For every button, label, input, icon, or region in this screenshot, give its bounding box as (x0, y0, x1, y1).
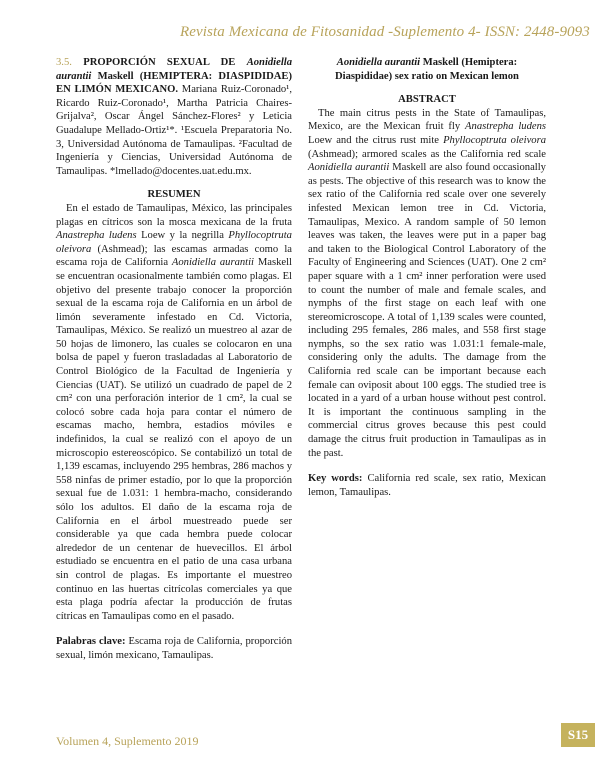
left-column (56, 56, 292, 663)
palabras-clave (56, 635, 292, 662)
title-species: Aonidiella aurantii (56, 57, 293, 82)
english-title (308, 56, 546, 83)
abstract-text-3: (Ashmead); armored scales as the California red scale (308, 148, 546, 160)
abstract-heading: ABSTRACT (398, 94, 456, 106)
resumen-species-2: Phyllocoptruta oleivora (56, 230, 292, 255)
palabras-clave-text: Escama roja de California, proporción sexual, limón mexicano, Tamaulipas. (56, 636, 292, 661)
palabras-clave-label: Palabras clave: (56, 636, 126, 648)
resumen-text-3: (Ashmead); las escamas armadas como la escama roja de California (56, 243, 292, 269)
authors: Mariana Ruiz-Coronado¹, Ricardo Ruiz-Coronado¹, Martha Patricia Chaires-Grijalva², Oscar Ángel Sánchez-Flores² y Leticia Guadalupe Mellado-Ortiz¹*. ¹Escuela Preparatoria No. 3, Universidad Autónoma de Tamaulipas. ²Facultad de Ingeniería y Ciencias, Universidad Autónoma de Tamaulipas. (56, 84, 292, 177)
key-words-text: California red scale, sex ratio, Mexican lemon, Tamaulipas. (308, 473, 546, 498)
key-words (308, 472, 546, 499)
resumen-species-1: Anastrepha ludens (56, 230, 137, 242)
corresponding-email[interactable]: *lmellado@docentes.uat.edu.mx. (110, 165, 252, 177)
abstract-species-1: Anastrepha ludens (465, 121, 547, 133)
title-part-a: PROPORCIÓN SEXUAL DE (83, 57, 236, 68)
section-number: 3.5. (56, 57, 72, 68)
abstract-species-2: Phyllocoptruta oleivora (443, 134, 546, 146)
resumen-heading: RESUMEN (147, 189, 201, 201)
page-number-badge: S15 (561, 723, 595, 747)
abstract-body (308, 107, 546, 460)
english-title-rest: Maskell (Hemiptera: Diaspididae) sex ratio on Mexican lemon (335, 57, 519, 82)
resumen-text-1: En el estado de Tamaulipas, México, las principales plagas en cítricos son la mosca mexicana de la fruta (56, 202, 292, 228)
article-title-block (56, 56, 292, 178)
journal-header: Revista Mexicana de Fitosanidad -Suplemento 4- ISSN: 2448-9093 (180, 24, 590, 40)
resumen-species-3: Aonidiella aurantii (171, 257, 255, 269)
key-words-label: Key words: (308, 473, 363, 485)
abstract-species-3: Aonidiella aurantii (308, 162, 390, 174)
title-part-b: Maskell (HEMIPTERA: DIASPIDIDAE) EN LIMÓN MEXICANO. (56, 70, 292, 96)
resumen-body (56, 202, 292, 623)
abstract-text-1: The main citrus pests in the State of Tamaulipas, Mexico, are the Mexican fruit fly (308, 107, 546, 133)
abstract-text-2: Loew and the citrus rust mite (308, 134, 439, 146)
right-column (308, 56, 546, 499)
abstract-text-4: Maskell are also found occasionally as pests. The objective of this research was to know the sex ratio of the California red scale over one severely infested Mexican lemon tree in Cd. Victoria, Tamaulipas, Mexico. A random sample of 50 lemon leaves was taken, the leaves were put in a paper bag and taken to the Biological Control Laboratory of the Faculty of Engineering and Sciences (UAT). One 2 cm² paper square with a 1 cm² inner perforation were used to count the number of male and female scales, and nymphs of the first stage on each leaf with one stereomicroscope. A total of 1,139 scales were counted, including 295 females, 286 males, and 558 first stage nymphs, so the sex ratio was 1.031:1 female-male, considering only the adults. The damage from the California red scale can be important because each female can oviposit about 100 eggs. The studied tree is located in a yard of a urban house without pest control. It is important the continuous sampling in the commercial citrus groves because this pest could damage the citrus fruit production in Tamaulipas as in the past. (308, 162, 546, 459)
english-title-species: Aonidiella aurantii (336, 57, 421, 68)
resumen-text-4: Maskell se encuentran ocasionalmente también como plagas. El objetivo del presente trabajo conocer la proporción sexual de la escama roja de California en un árbol de limón severamente infestado en Cd. Victoria, Tamaulipas, México. Se realizó un muestreo al azar de 50 hojas de limonero, las cuales se colocaron en una bolsa de papel y fueron trasladadas al Laboratorio de Control Biológico de la Facultad de Ingeniería y Ciencias (UAT). Se utilizó un cuadrado de papel de 2 cm² con una perforación interior de 1 cm², la cual se colocó sobre cada hoja para contar el número de escamas macho, hembra, estadios móviles e indefinidos, la cual se realizó con el apoyo de un microscopio estereoscópico. Se contabilizó un total de 1,139 escamas, incluyendo 295 hembras, 286 machos y 558 ninfas de primer estadío, por lo que la proporción sexual fue de 1.031: 1 hembra-macho, considerando sólo los adultos. El daño de la escama roja de California en el árbol muestreado puede ser considerable ya que cada hembra puede colocar alrededor de un centenar de huevecillos. El árbol estudiado se encuentra en el patio de una casa urbana sin control de plagas. Es importante el muestreo continuo en las huertas citrícolas comerciales ya que esta plaga podría afectar la producción de frutas cítricas en Tamaulipas como en el pasado. (56, 257, 292, 622)
footer-volume: Volumen 4, Suplemento 2019 (56, 734, 199, 748)
resumen-text-2: Loew y la negrilla (141, 230, 224, 242)
